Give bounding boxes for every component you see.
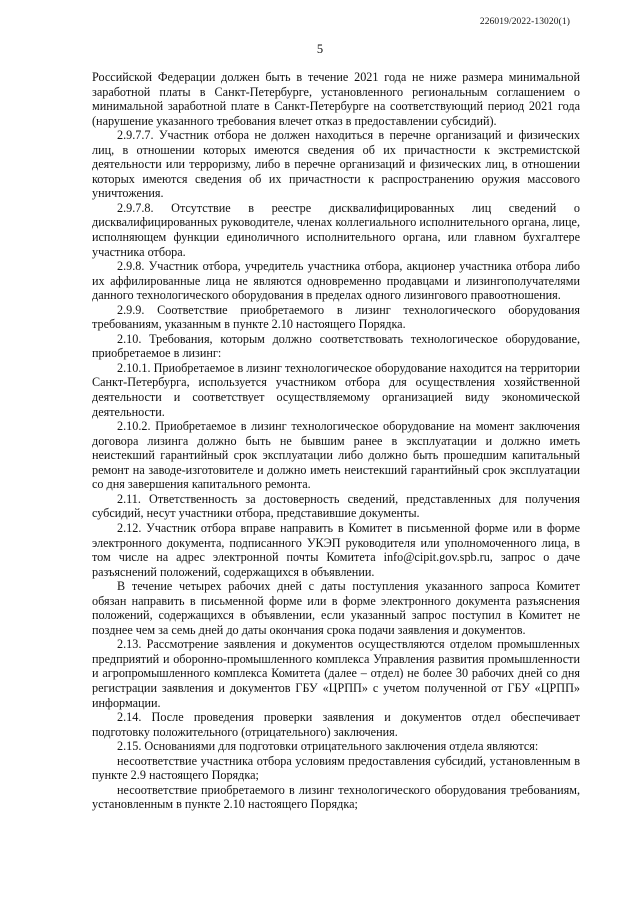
paragraph-2-15: 2.15. Основаниями для подготовки отрицательного заключения отдела являются: <box>117 739 539 754</box>
paragraph-2-14: 2.14. После проведения проверки заявления и документов отдел обеспечивает подготовку положительного (отрицательного) заключения. <box>92 710 580 739</box>
document-number: 226019/2022-13020(1) <box>479 17 570 27</box>
paragraph-2-15-item-2: несоответствие приобретаемого в лизинг технологического оборудования требованиям, установленным в пункте 2.10 настоящего Порядка; <box>92 782 580 812</box>
paragraph-2-12: 2.12. Участник отбора вправе направить в Комитет в письменной форме или в форме электронного документа, подписанного УКЭП руководителя или уполномоченного лица, в том числе на адрес электронной почты Комитета info@cipit.gov.spb.ru, запрос о даче разъяснений положений, содержащихся в объявлении. <box>92 520 580 579</box>
paragraph-2-9-7-7: 2.9.7.7. Участник отбора не должен находиться в перечне организаций и физических лиц, в отношении которых имеются сведения об их причастности к экстремистской деятельности или терроризму, либо в перечне организаций и физических лиц, в отношении которых имеются сведения об их причастности к распространению оружия массового уничтожения. <box>92 128 580 201</box>
paragraph-continuation: Российской Федерации должен быть в течение 2021 года не ниже размера минимальной заработной платы в Санкт-Петербурге, установленного региональным соглашением о минимальной заработной плате в Санкт-Петербурге на соответствующий период 2021 года (нарушение указанного требования влечет отказ в предоставлении субсидий). <box>92 70 580 128</box>
document-body <box>92 70 580 812</box>
paragraph-2-9-8: 2.9.8. Участник отбора, учредитель участника отбора, акционер участника отбора либо их аффилированные лица не являются одновременно продавцами и лизингополучателями данного технологического оборудования в пределах одного лизингового правоотношения. <box>92 259 580 303</box>
paragraph-2-10-2: 2.10.2. Приобретаемое в лизинг технологическое оборудование на момент заключения договора лизинга должно быть не бывшим ранее в эксплуатации и должно иметь неистекший гарантийный срок эксплуатации либо должно быть прошедшим капитальный ремонт на заводе-изготовителе и должно иметь неистекший гарантийный срок эксплуатации со дня завершения капитального ремонта. <box>92 419 580 492</box>
page-number: 5 <box>316 42 324 56</box>
paragraph-2-9-9: 2.9.9. Соответствие приобретаемого в лизинг технологического оборудования требованиям, указанным в пункте 2.10 настоящего Порядка. <box>92 302 580 332</box>
paragraph-2-9-7-8: 2.9.7.8. Отсутствие в реестре дисквалифицированных лиц сведений о дисквалифицированных руководителе, членах коллегиального исполнительного органа, лице, исполняющем функции единоличного исполнительного органа, или главном бухгалтере участника отбора. <box>92 200 580 259</box>
paragraph-2-10-1: 2.10.1. Приобретаемое в лизинг технологическое оборудование находится на территории Санкт-Петербурга, используется участником отбора для осуществления хозяйственной деятельности и соответствует осуществляемому организацией виду экономической деятельности. <box>92 360 580 419</box>
paragraph-2-13: 2.13. Рассмотрение заявления и документов осуществляются отделом промышленных предприятий и оборонно-промышленного комплекса Управления развития промышленности и агропромышленного комплекса Комитета (далее – отдел) не более 30 рабочих дней со дня регистрации заявления и документов ГБУ «ЦРПП» с учетом полученной от ГБУ «ЦРПП» информации. <box>92 637 580 710</box>
paragraph-2-10: 2.10. Требования, которым должно соответствовать технологическое оборудование, приобретаемое в лизинг: <box>92 331 580 361</box>
paragraph-2-12-response: В течение четырех рабочих дней с даты поступления указанного запроса Комитет обязан направить в письменной форме или в форме электронного документа разъяснения положений, содержащихся в объявлении, если указанный запрос поступил в Комитет не позднее чем за семь дней до даты окончания срока подачи заявления и документов. <box>92 579 580 637</box>
paragraph-2-15-item-1: несоответствие участника отбора условиям предоставления субсидий, установленным в пункте 2.9 настоящего Порядка; <box>92 753 580 783</box>
paragraph-2-11: 2.11. Ответственность за достоверность сведений, представленных для получения субсидий, несут участники отбора, представившие документы. <box>92 491 580 521</box>
